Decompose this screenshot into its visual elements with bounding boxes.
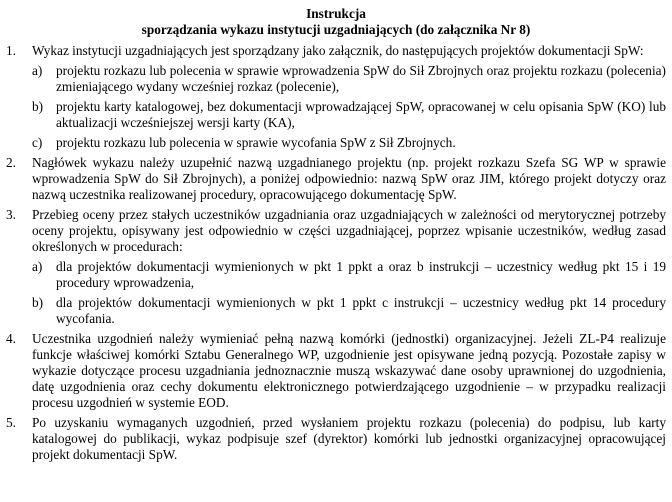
list-item (6, 331, 666, 411)
item-number: 4. (6, 331, 16, 346)
sub-item-letter: a) (32, 259, 43, 274)
sub-item-text: projektu rozkazu lub polecenia w sprawie wprowadzenia SpW do Sił Zbrojnych oraz projektu rozkazu (polecenia) zmieniającego wydany wcześniej rozkaz (polecenie), (56, 63, 666, 94)
sub-item-letter: c) (32, 135, 43, 150)
sub-list-item (32, 259, 666, 291)
sub-item-text: dla projektów dokumentacji wymienionych w pkt 1 ppkt a oraz b instrukcji – uczestnicy według pkt 15 i 19 procedury wprowadzenia, (56, 259, 666, 290)
item-number: 2. (6, 155, 16, 170)
item-text: Uczestnika uzgodnień należy wymieniać pełną nazwą komórki (jednostki) organizacyjnej. Jeżeli ZL-P4 realizuje funkcje właściwej komórki Sztabu Generalnego WP, uzgodnienie jest opisywane jedną pozycją. Pozostałe zapisy w wykazie dotyczące procesu uzgadniania jednoznacznie muszą wskazywać dane osoby uprawnionej do uzgodnienia, datę uzgodnienia oraz cechy dokumentu elektronicznego potwierdzającego uzgodnienie – w przypadku realizacji procesu uzgodnień w systemie EOD. (32, 331, 666, 410)
item-text: Po uzyskaniu wymaganych uzgodnień, przed wysłaniem projektu rozkazu (polecenia) do podpisu, lub karty katalogowej do publikacji, wykaz podpisuje szef (dyrektor) komórki lub jednostki organizacyjnej opracowującej projekt dokumentacji SpW. (32, 415, 666, 462)
sub-item-text: projektu rozkazu lub polecenia w sprawie wycofania SpW z Sił Zbrojnych. (56, 135, 456, 150)
list-item (6, 207, 666, 327)
item-text: Wykaz instytucji uzgadniających jest sporządzany jako załącznik, do następujących projektów dokumentacji SpW: (32, 43, 644, 58)
sub-list-item (32, 99, 666, 131)
document-title: Instrukcja (306, 6, 366, 21)
document-subtitle: sporządzania wykazu instytucji uzgadniających (do załącznika Nr 8) (141, 22, 531, 37)
item-number: 3. (6, 207, 16, 222)
sub-item-text: projektu karty katalogowej, bez dokumentacji wprowadzającej SpW, opracowanej w celu opisania SpW (KO) lub aktualizacji wcześniejszej wersji karty (KA), (56, 99, 666, 130)
item-number: 5. (6, 415, 16, 430)
sub-list-item (32, 135, 666, 151)
sub-item-text: dla projektów dokumentacji wymienionych w pkt 1 ppkt c instrukcji – uczestnicy według pkt 14 procedury wycofania. (56, 295, 666, 326)
sub-list (32, 259, 666, 327)
sub-item-letter: b) (32, 295, 44, 310)
sub-list-item (32, 63, 666, 95)
list-item (6, 155, 666, 203)
instruction-list (6, 43, 666, 463)
sub-list (32, 63, 666, 151)
item-text: Przebieg oceny przez stałych uczestników uzgadniania oraz uzgadniających w zależności od merytorycznej potrzeby oceny projektu, opisywany jest odpowiednio w części uzgadniającej, poprzez wpisanie uczestników, według zasad określonych w procedurach: (32, 207, 666, 254)
sub-list-item (32, 295, 666, 327)
sub-item-letter: b) (32, 99, 44, 114)
list-item (6, 43, 666, 151)
item-text: Nagłówek wykazu należy uzupełnić nazwą uzgadnianego projektu (np. projekt rozkazu Szefa SG WP w sprawie wprowadzenia SpW do Sił Zbrojnych), a poniżej odpowiednio: nazwą SpW oraz JIM, którego projekt dotyczy oraz nazwą uczestnika realizowanej procedury, opracowującego dokumentację SpW. (32, 155, 666, 202)
item-number: 1. (6, 43, 16, 58)
sub-item-letter: a) (32, 63, 43, 78)
list-item (6, 415, 666, 463)
